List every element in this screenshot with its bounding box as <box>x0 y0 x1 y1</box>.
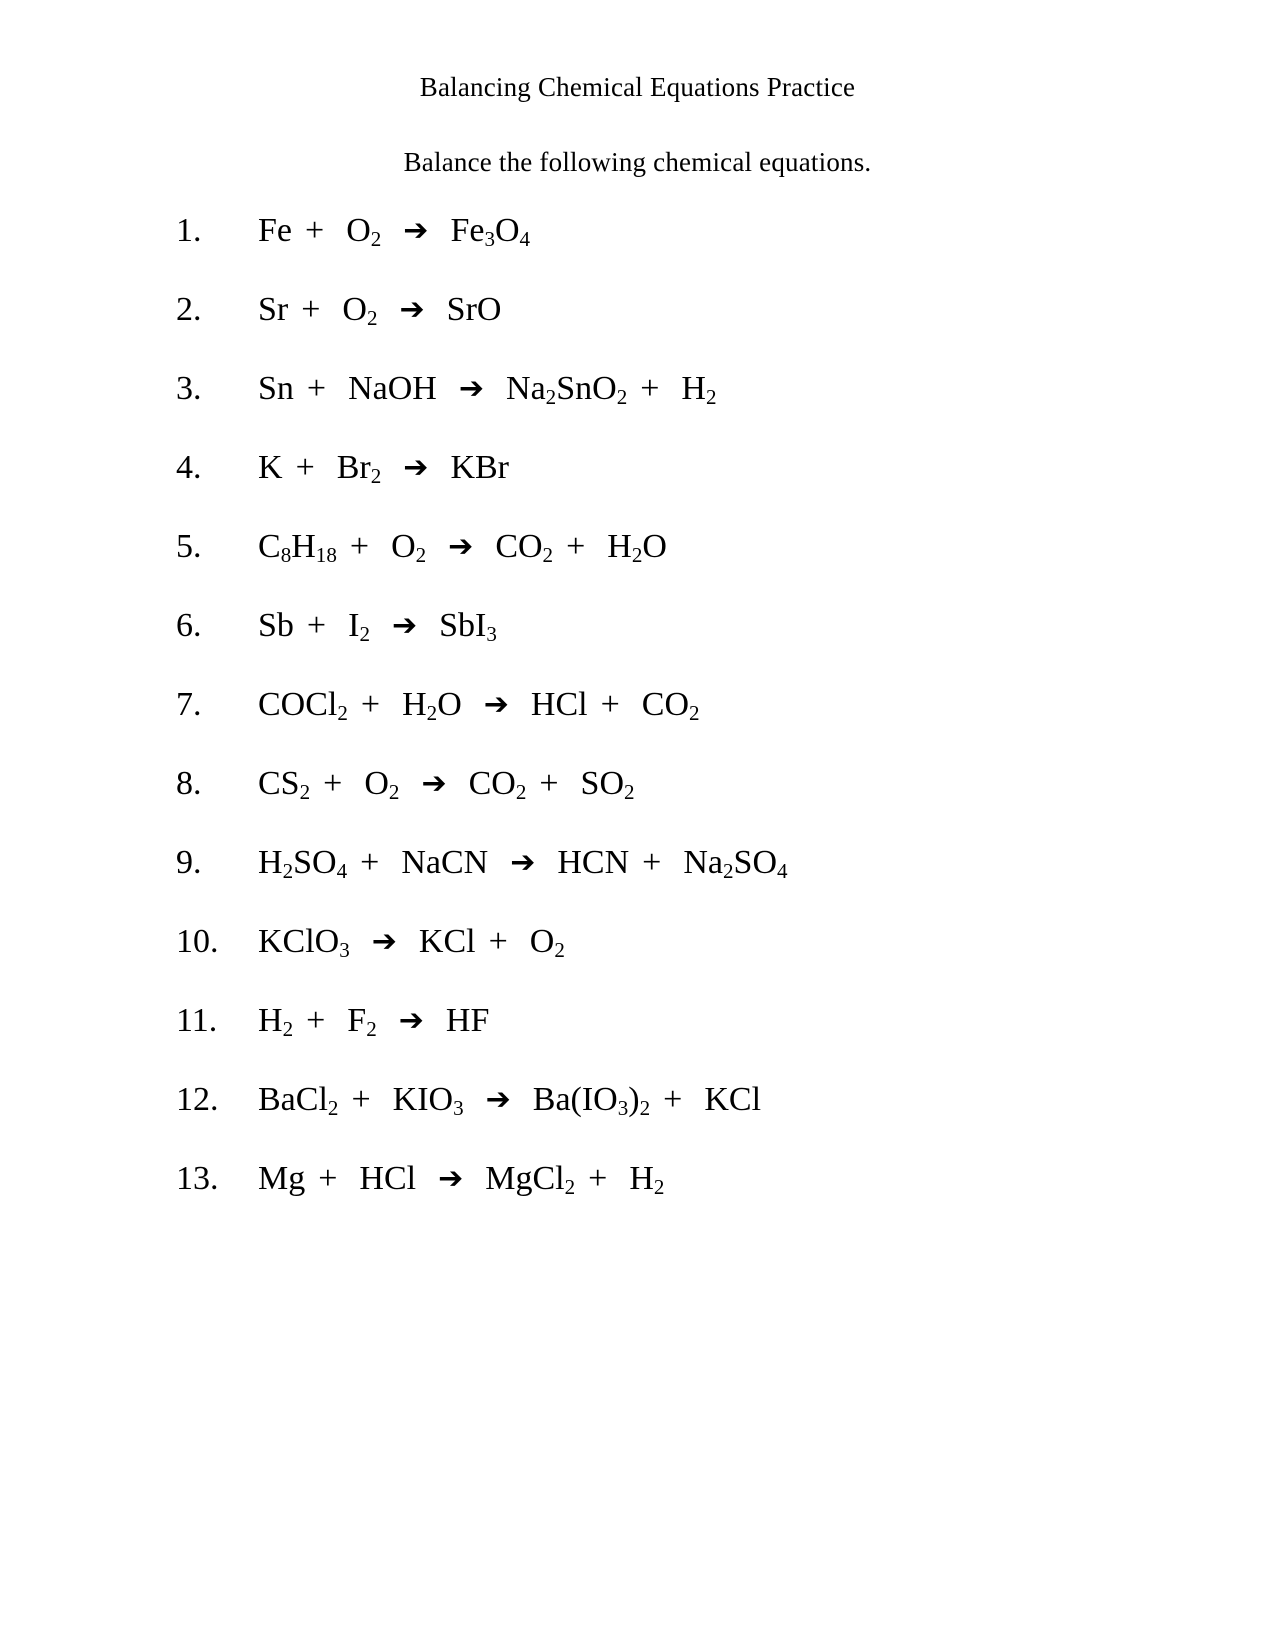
equation-list <box>0 212 1275 1200</box>
equation-row <box>0 1081 1275 1121</box>
reaction-arrow-icon: ➔ <box>371 924 397 959</box>
reaction-arrow-icon: ➔ <box>403 450 429 485</box>
equation-number: 13. <box>176 1160 219 1197</box>
equation-number: 4. <box>176 449 202 486</box>
reaction-arrow-icon: ➔ <box>398 1003 424 1038</box>
equation-row <box>0 212 1275 252</box>
equation-number: 6. <box>176 607 202 644</box>
equation-number: 9. <box>176 844 202 881</box>
equation-row <box>0 528 1275 568</box>
equation-number: 2. <box>176 291 202 328</box>
reaction-arrow-icon: ➔ <box>438 1161 464 1196</box>
equation-row <box>0 291 1275 331</box>
equation-expression: $C_8H_{18} + O_2$ ➔ $CO_2 + H_2O$ <box>258 528 667 568</box>
equation-expression: Mg + HCl ➔ MgCl$_2$ + $H_2$ <box>258 1160 665 1200</box>
equation-row <box>0 686 1275 726</box>
reaction-arrow-icon: ➔ <box>483 687 509 722</box>
equation-expression: $H_2SO_4$ + NaCN ➔ HCN + $Na_2SO_4$ <box>258 844 788 884</box>
equation-expression: COCl$_2$ + $H_2O$ ➔ HCl + $CO_2$ <box>258 686 700 726</box>
equation-expression: $CS_2 + O_2$ ➔ $CO_2 + SO_2$ <box>258 765 635 805</box>
equation-expression: BaCl$_2$ + $KIO_3$ ➔ $Ba(IO_3)_2$ + KCl <box>258 1081 762 1121</box>
equation-number: 5. <box>176 528 202 565</box>
reaction-arrow-icon: ➔ <box>399 292 425 327</box>
equation-row <box>0 765 1275 805</box>
equation-expression: $H_2 + F_2$ ➔ HF <box>258 1002 490 1042</box>
equation-number: 12. <box>176 1081 219 1118</box>
reaction-arrow-icon: ➔ <box>421 766 447 801</box>
reaction-arrow-icon: ➔ <box>458 371 485 406</box>
reaction-arrow-icon: ➔ <box>510 845 536 880</box>
equation-number: 8. <box>176 765 202 802</box>
reaction-arrow-icon: ➔ <box>391 608 418 643</box>
equation-expression: $Fe + O_2$ ➔ $Fe_3O_4$ <box>258 212 531 252</box>
equation-row <box>0 370 1275 410</box>
equation-expression: Sn + NaOH ➔ $Na_2SnO_2 + H_2$ <box>258 370 717 410</box>
equation-row <box>0 1002 1275 1042</box>
equation-number: 7. <box>176 686 202 723</box>
reaction-arrow-icon: ➔ <box>448 529 474 564</box>
equation-expression: KClO$_3$ ➔ KCl + $O_2$ <box>258 923 565 963</box>
reaction-arrow-icon: ➔ <box>485 1082 511 1117</box>
equation-expression: $Sr + O_2$ ➔ SrO <box>258 291 502 331</box>
equation-row <box>0 607 1275 647</box>
equation-row <box>0 449 1275 489</box>
equation-expression: $Sb + I_2$ ➔ SbI$_3$ <box>258 607 497 647</box>
equation-number: 10. <box>176 923 219 960</box>
equation-number: 11. <box>176 1002 218 1039</box>
instructions-text: Balance the following chemical equations. <box>403 147 872 177</box>
reaction-arrow-icon: ➔ <box>403 213 429 248</box>
equation-expression: $K + Br_2$ ➔ KBr <box>258 449 509 489</box>
equation-number: 1. <box>176 212 202 249</box>
equation-row <box>0 844 1275 884</box>
equation-number: 3. <box>176 370 202 407</box>
equation-row <box>0 1160 1275 1200</box>
equation-row <box>0 923 1275 963</box>
page-title: Balancing Chemical Equations Practice <box>419 72 856 102</box>
